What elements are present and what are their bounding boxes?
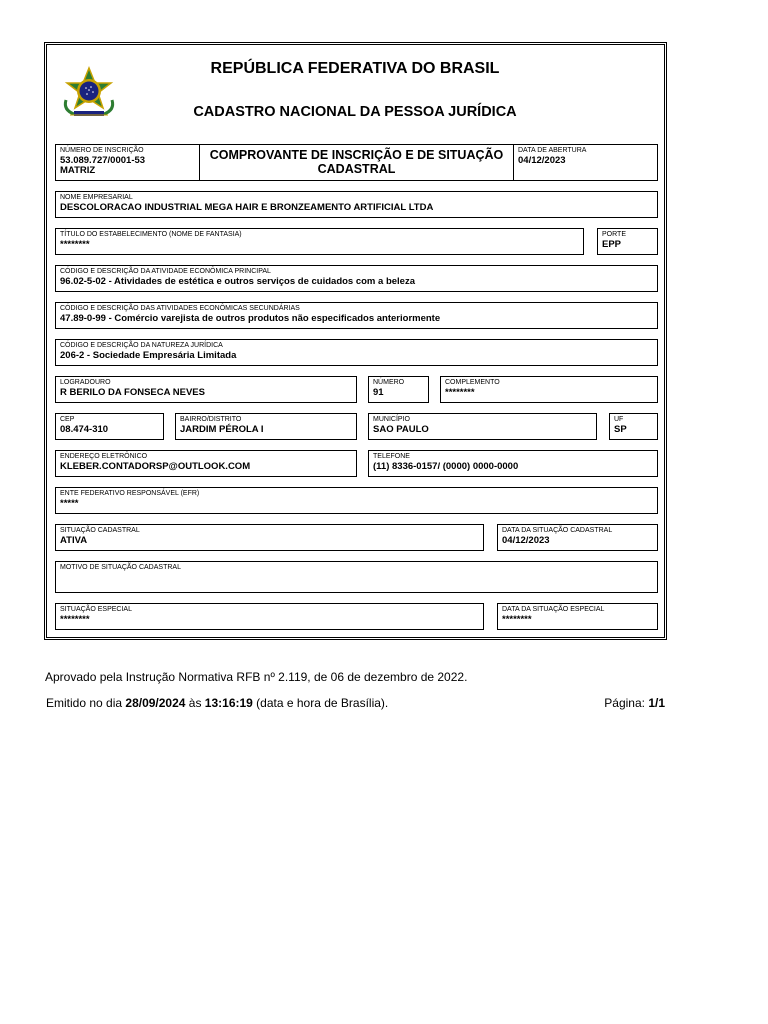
comprovante-title-line2: CADASTRAL [317, 162, 396, 176]
field-label: NÚMERO DE INSCRIÇÃO [60, 147, 144, 154]
pagina-label: Página: [604, 696, 649, 710]
field-value: EPP [602, 239, 622, 250]
field-value: SAO PAULO [373, 424, 429, 435]
emitido-date: 28/09/2024 [125, 696, 186, 710]
field-label: LOGRADOURO [60, 379, 111, 386]
field-telefone [368, 450, 658, 477]
field-situacao-cadastral [55, 524, 484, 551]
field-logradouro [55, 376, 357, 403]
field-value: 91 [373, 387, 384, 398]
footer-pagina [604, 696, 665, 710]
field-label: TELEFONE [373, 453, 410, 460]
field-bairro [175, 413, 357, 440]
field-value: 206-2 - Sociedade Empresária Limitada [60, 350, 237, 361]
field-situacao-especial [55, 603, 484, 630]
field-email [55, 450, 357, 477]
emitido-prefix: Emitido no dia [46, 696, 126, 710]
field-label: NÚMERO [373, 379, 405, 386]
field-data-situacao [497, 524, 658, 551]
field-abertura [513, 144, 658, 181]
field-cep [55, 413, 164, 440]
header-title: REPÚBLICA FEDERATIVA DO BRASIL [210, 60, 500, 77]
emitido-suffix: (data e hora de Brasília). [252, 696, 389, 710]
field-label: CÓDIGO E DESCRIÇÃO DAS ATIVIDADES ECONÔMICAS SECUNDÁRIAS [60, 305, 300, 312]
field-value: 04/12/2023 [518, 155, 566, 166]
field-label: UF [614, 416, 624, 423]
field-data-situacao-especial [497, 603, 658, 630]
field-natureza-juridica [55, 339, 658, 366]
field-value: JARDIM PÉROLA I [180, 424, 264, 435]
field-uf [609, 413, 658, 440]
field-value: 96.02-5-02 - Atividades de estética e outros serviços de cuidados com a beleza [60, 276, 415, 287]
field-label: CEP [60, 416, 75, 423]
field-label: CÓDIGO E DESCRIÇÃO DA ATIVIDADE ECONÔMICA PRINCIPAL [60, 268, 271, 275]
field-motivo [55, 561, 658, 593]
field-label: MOTIVO DE SITUAÇÃO CADASTRAL [60, 564, 181, 571]
field-value: SP [614, 424, 627, 435]
field-value: ******** [502, 614, 532, 625]
field-label: SITUAÇÃO CADASTRAL [60, 527, 140, 534]
field-nome-fantasia [55, 228, 584, 255]
field-value: R BERILO DA FONSECA NEVES [60, 387, 205, 398]
field-value: ******** [445, 387, 475, 398]
field-value: 04/12/2023 [502, 535, 550, 546]
field-value: 08.474-310 [60, 424, 109, 435]
field-value: ******** [60, 239, 90, 250]
field-label: NOME EMPRESARIAL [60, 194, 133, 201]
field-label: CÓDIGO E DESCRIÇÃO DA NATUREZA JURÍDICA [60, 342, 223, 349]
field-complemento [440, 376, 658, 403]
field-label: TÍTULO DO ESTABELECIMENTO (NOME DE FANTASIA) [60, 231, 242, 238]
field-inscricao [55, 144, 200, 181]
field-label: DATA DA SITUAÇÃO ESPECIAL [502, 606, 605, 613]
field-value: KLEBER.CONTADORSP@OUTLOOK.COM [60, 461, 251, 472]
pagina-value: 1/1 [648, 696, 665, 710]
field-value: ***** [60, 498, 79, 509]
field-numero [368, 376, 429, 403]
footer-aprovado: Aprovado pela Instrução Normativa RFB nº 2.119, de 06 de dezembro de 2022. [45, 670, 468, 684]
field-label: PORTE [602, 231, 626, 238]
field-label: MUNICÍPIO [373, 416, 410, 423]
emitido-time: 13:16:19 [204, 696, 253, 710]
field-label: ENTE FEDERATIVO RESPONSÁVEL (EFR) [60, 490, 200, 497]
field-nome-empresarial [55, 191, 658, 218]
field-label: COMPLEMENTO [445, 379, 500, 386]
field-value: (11) 8336-0157/ (0000) 0000-0000 [373, 461, 519, 472]
emitido-mid: às [185, 696, 205, 710]
field-label: ENDEREÇO ELETRÔNICO [60, 453, 148, 460]
field-atividades-secundarias [55, 302, 658, 329]
brazil-coat-of-arms-icon [60, 66, 118, 120]
field-efr [55, 487, 658, 514]
field-porte [597, 228, 658, 255]
field-label: SITUAÇÃO ESPECIAL [60, 606, 132, 613]
field-label: DATA DE ABERTURA [518, 147, 587, 154]
field-label: BAIRRO/DISTRITO [180, 416, 242, 423]
field-value: 47.89-0-99 - Comércio varejista de outros produtos não especificados anteriormente [60, 313, 441, 324]
field-atividade-principal [55, 265, 658, 292]
comprovante-title [200, 148, 513, 176]
field-municipio [368, 413, 597, 440]
header-subtitle: CADASTRO NACIONAL DA PESSOA JURÍDICA [193, 104, 517, 120]
field-value: ATIVA [60, 535, 88, 546]
comprovante-title-line1: COMPROVANTE DE INSCRIÇÃO E DE SITUAÇÃO [209, 148, 504, 162]
field-label: DATA DA SITUAÇÃO CADASTRAL [502, 527, 613, 534]
field-value: ******** [60, 614, 90, 625]
field-value: 53.089.727/0001-53 [60, 155, 146, 166]
field-value: DESCOLORACAO INDUSTRIAL MEGA HAIR E BRONZEAMENTO ARTIFICIAL LTDA [60, 202, 434, 213]
field-value-secondary: MATRIZ [60, 165, 96, 176]
field-comprovante-title [199, 144, 514, 181]
footer-emitido [46, 696, 388, 710]
